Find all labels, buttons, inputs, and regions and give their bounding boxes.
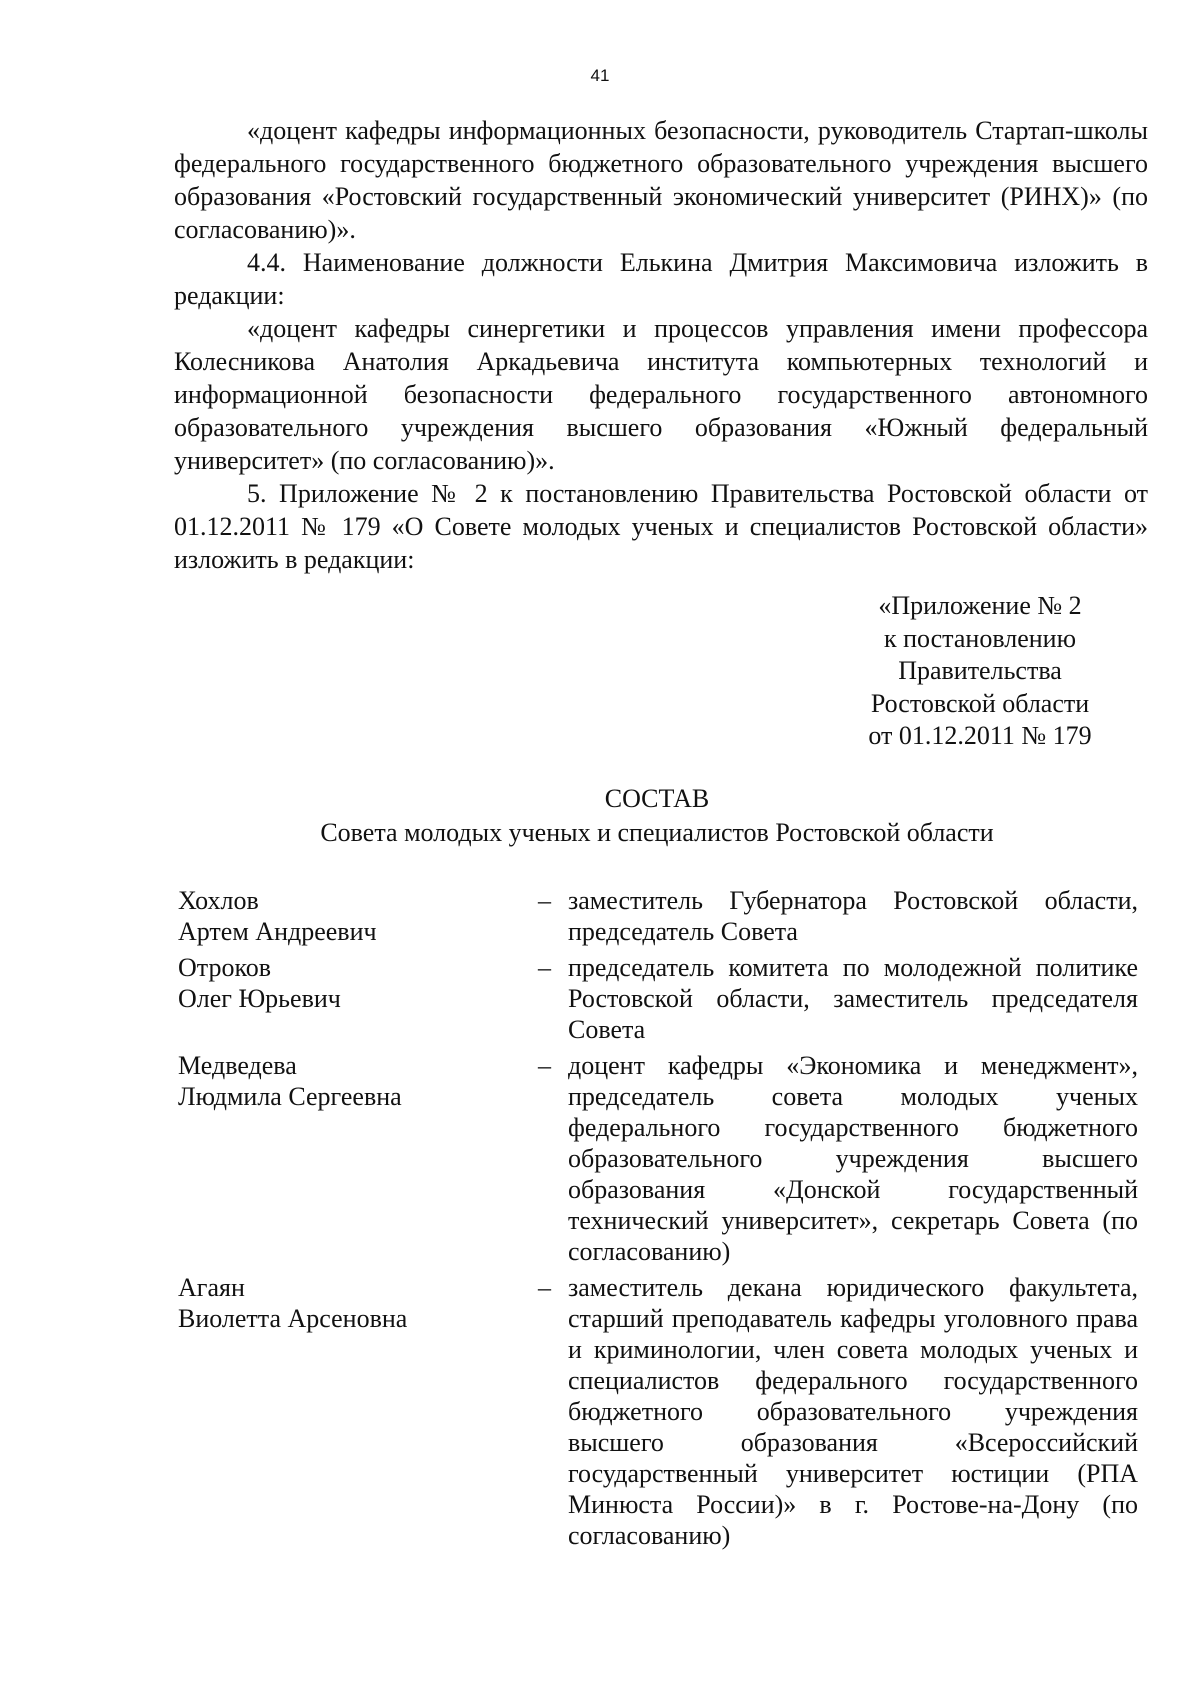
- paragraph-item-5: 5. Приложение № 2 к постановлению Правительства Ростовской области от 01.12.2011 № 179 «О Совете молодых ученых и специалистов Ростовской области» изложить в редакции:: [174, 479, 1148, 574]
- appendix-line: «Приложение № 2: [878, 591, 1082, 620]
- appendix-line: Ростовской области: [870, 688, 1090, 718]
- member-role: председатель комитета по молодежной политике Ростовской области, заместитель председателя Совета: [568, 953, 1138, 1044]
- member-name: [178, 1272, 538, 1551]
- paragraph-sfedu-position: «доцент кафедры синергетики и процессов управления имени профессора Колесникова Анатолия Аркадьевича института компьютерных технологий и информационной безопасности федерального государственного автономного образовательного учреждения высшего образования «Южный федеральный университет» (по согласованию)».: [174, 314, 1148, 475]
- composition-subtitle: Совета молодых ученых и специалистов Ростовской области: [320, 818, 994, 847]
- member-surname: Отроков: [178, 953, 272, 982]
- member-role: заместитель Губернатора Ростовской области, председатель Совета: [568, 886, 1138, 946]
- member-name: [178, 1050, 538, 1267]
- body-text: [174, 114, 1148, 576]
- member-given-names: Виолетта Арсеновна: [178, 1304, 408, 1333]
- member-given-names: Артем Андреевич: [178, 917, 377, 946]
- members-list: [178, 885, 1148, 1556]
- appendix-header: [840, 590, 1120, 753]
- member-surname: Агаян: [178, 1273, 245, 1302]
- appendix-line: Правительства: [898, 656, 1062, 685]
- member-surname: Медведева: [178, 1051, 297, 1080]
- appendix-line: к постановлению: [883, 623, 1077, 653]
- member-given-names: Олег Юрьевич: [178, 984, 341, 1013]
- member-dash: –: [538, 1051, 551, 1080]
- member-role: заместитель декана юридического факультета, старший преподаватель кафедры уголовного права и криминологии, член совета молодых ученых и специалистов федерального государственного бюджетного образовательного учреждения высшего образования «Всероссийский государственный университет юстиции (РПА Минюста России)» в г. Ростове-на-Дону (по согласованию): [568, 1273, 1138, 1550]
- member-row: [178, 1272, 1148, 1551]
- member-role: доцент кафедры «Экономика и менеджмент», председатель совета молодых ученых федерального государственного бюджетного образовательного учреждения высшего образования «Донской государственный технический университет», секретарь Совета (по согласованию): [568, 1051, 1138, 1266]
- member-dash: –: [538, 953, 551, 982]
- composition-title: СОСТАВ: [604, 784, 710, 813]
- member-row: [178, 1050, 1148, 1267]
- member-surname: Хохлов: [178, 886, 259, 915]
- paragraph-startup-school: «доцент кафедры информационных безопасности, руководитель Стартап-школы федерального государственного бюджетного образовательного учреждения высшего образования «Ростовский государственный экономический университет (РИНХ)» (по согласованию)».: [174, 116, 1148, 244]
- member-row: [178, 952, 1148, 1045]
- member-name: [178, 952, 538, 1045]
- member-given-names: Людмила Сергеевна: [178, 1082, 402, 1111]
- member-row: [178, 885, 1148, 947]
- paragraph-item-4-4: 4.4. Наименование должности Елькина Дмитрия Максимовича изложить в редакции:: [174, 248, 1148, 310]
- member-name: [178, 885, 538, 947]
- appendix-line: от 01.12.2011 № 179: [868, 721, 1092, 750]
- member-dash: –: [538, 1273, 551, 1302]
- page-number: 41: [590, 66, 610, 85]
- member-dash: –: [538, 886, 551, 915]
